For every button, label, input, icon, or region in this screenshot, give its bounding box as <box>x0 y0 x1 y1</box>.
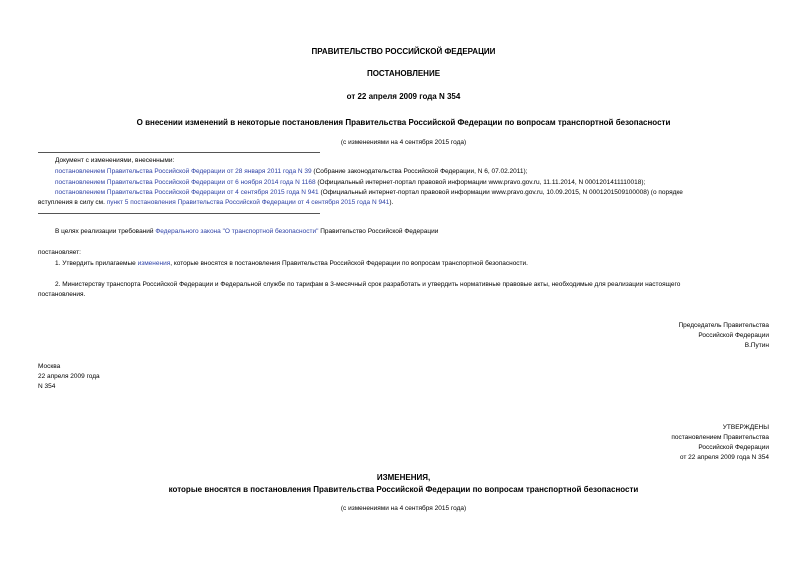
amendment-link[interactable]: постановлением Правительства Российской Федерации от 4 сентября 2015 года N 941 <box>55 189 319 196</box>
approved-line: постановлением Правительства <box>671 434 769 441</box>
changes-link[interactable]: изменения <box>137 260 171 267</box>
signature-position: Председатель Правительства <box>678 322 769 329</box>
amendment-text: ). <box>389 199 394 206</box>
amendment-source: (Официальный интернет-портал правовой информации www.pravo.gov.ru, 10.09.2015, N 0001201509100008) (о порядке <box>318 189 683 196</box>
amendments-intro: Документ с изменениями, внесенными: <box>55 157 175 164</box>
doc-type-heading: ПОСТАНОВЛЕНИЕ <box>366 69 441 78</box>
place-city: Москва <box>38 363 61 370</box>
paragraph-1 <box>55 260 528 268</box>
approved-line: от 22 апреля 2009 года N 354 <box>679 454 769 461</box>
body-text: Правительство Российской Федерации <box>318 228 439 235</box>
government-heading: ПРАВИТЕЛЬСТВО РОССИЙСКОЙ ФЕДЕРАЦИИ <box>311 47 496 56</box>
federal-law-link[interactable]: Федерального закона "О транспортной безопасности" <box>155 228 319 235</box>
approved-line: Российской Федерации <box>698 444 769 451</box>
doc-title: О внесении изменений в некоторые постановления Правительства Российской Федерации по вопросам транспортной безопасности <box>136 118 671 127</box>
amendment-link[interactable]: постановлением Правительства Российской Федерации от 6 ноября 2014 года N 1168 <box>55 179 316 186</box>
place-date: 22 апреля 2009 года <box>38 373 100 380</box>
place-number: N 354 <box>38 383 56 390</box>
body-intro <box>55 228 438 236</box>
revision-note: (с изменениями на 4 сентября 2015 года) <box>340 139 467 146</box>
signature-org: Российской Федерации <box>698 332 769 339</box>
amendment-text: вступления в силу см. <box>38 199 107 206</box>
amendment-item <box>55 179 645 187</box>
doc-date-number: от 22 апреля 2009 года N 354 <box>346 92 461 101</box>
approved-heading: УТВЕРЖДЕНЫ <box>722 424 769 431</box>
body-text: В целях реализации требований <box>55 228 156 235</box>
body-text: , которые вносятся в постановления Правительства Российской Федерации по вопросам транспортной безопасности. <box>170 260 528 267</box>
amendment-link[interactable]: пункт 5 постановления Правительства Российской Федерации от 4 сентября 2015 года N 941 <box>106 199 390 206</box>
amendment-link[interactable]: постановлением Правительства Российской Федерации от 28 января 2011 года N 39 <box>55 168 312 175</box>
body-text: 1. Утвердить прилагаемые <box>55 260 138 267</box>
changes-subtitle: которые вносятся в постановления Правительства Российской Федерации по вопросам транспортной безопасности <box>168 485 639 494</box>
amendment-source: (Официальный интернет-портал правовой информации www.pravo.gov.ru, 11.11.2014, N 0001201411110018); <box>315 179 646 186</box>
paragraph-2-line2: постановления. <box>38 291 86 298</box>
paragraph-2-line1: 2. Министерству транспорта Российской Федерации и Федеральной службе по тарифам в 3-месячный срок разработать и утвердить нормативные правовые акты, необходимые для реализации настоящего <box>55 281 681 288</box>
separator-top <box>38 152 320 153</box>
signature-name: В.Путин <box>744 342 769 349</box>
separator-bottom <box>38 213 320 214</box>
decree-word: постановляет: <box>38 249 81 256</box>
amendment-item <box>55 189 683 197</box>
amendment-source: (Собрание законодательства Российской Федерации, N 6, 07.02.2011); <box>311 168 528 175</box>
changes-title: ИЗМЕНЕНИЯ, <box>376 473 431 482</box>
changes-revision: (с изменениями на 4 сентября 2015 года) <box>340 505 467 512</box>
amendment-continuation <box>38 199 393 207</box>
amendment-item <box>55 168 528 176</box>
